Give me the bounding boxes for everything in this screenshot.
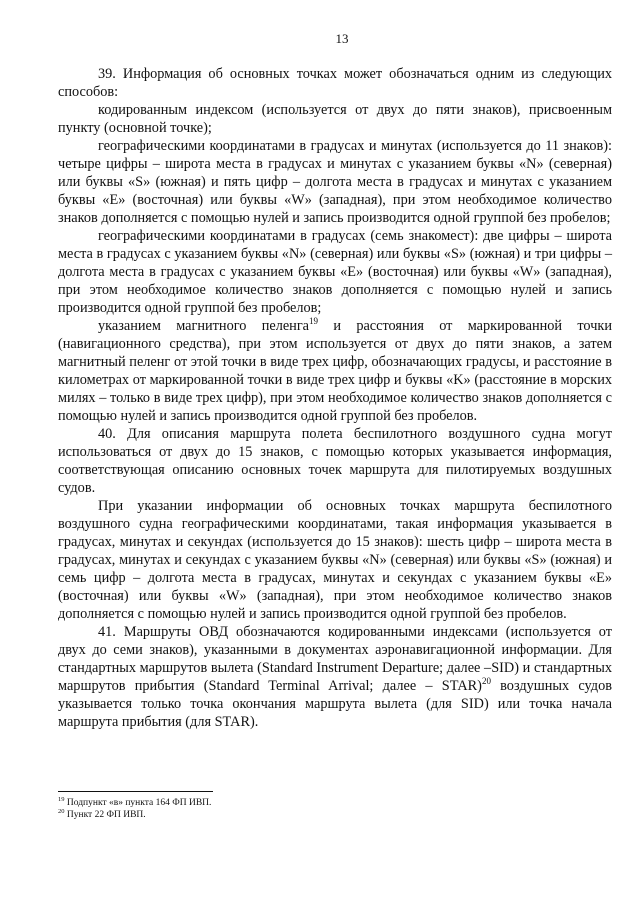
footnote-number: 20 [58,807,65,815]
footnote-number: 19 [58,795,65,803]
paragraph-text: указанием магнитного пеленга [98,318,310,334]
body-text [58,65,612,731]
paragraph-text: воздушных судов указывается только точка окончания маршрута вылета (для SID) или точка начала маршрута прибытия (для STAR). [58,678,612,730]
paragraph-text: кодированным индексом (используется от двух до пяти знаков), присвоенным пункту (основной точке); [58,102,612,136]
footnote-text: Подпункт «в» пункта 164 ФП ИВП. [64,798,212,808]
paragraph-text: и расстояния от маркированной точки (навигационного средства), при этом используется от двух до пяти знаков, а затем магнитный пеленг от этой точки в виде трех цифр, обозначающих градусы, и расстояние в километрах от маркированной точки в виде трех цифр и буквы «K» (расстояние в морских милях – только в виде трех цифр), при этом необходимое количество знаков дополняется с помощью нулей и запись производится одной группой без пробелов. [58,318,612,424]
footnotes [58,797,612,821]
paragraph-41 [58,623,612,731]
paragraph-text: географическими координатами в градусах и минутах (используется до 11 знаков): четыре цифры – широта места в градусах и минутах с указанием буквы «N» (северная) или буквы «S» (южная) и пять цифр – долгота места в градусах и минутах с указанием буквы «E» (восточная) или буквы «W» (западная), при этом необходимое количество знаков дополняется с помощью нулей и запись производится одной группой без пробелов; [58,138,612,226]
paragraph-39-intro [58,65,612,101]
paragraph-text: 40. Для описания маршрута полета беспилотного воздушного судна могут использоваться от двух до 15 знаков, с помощью которых указывается информация, соответствующая описанию основных точек маршрута для пилотируемых воздушных судов. [58,426,612,496]
footnote-text: Пункт 22 ФП ИВП. [64,810,146,820]
page-number: 13 [335,31,349,46]
paragraph-text: 39. Информация об основных точках может обозначаться одним из следующих способов: [58,66,612,100]
paragraph-coded-index [58,101,612,137]
paragraph-coords-degrees [58,227,612,317]
paragraph-text: географическими координатами в градусах (семь знакомест): две цифры – широта места в градусах с указанием буквы «N» (северная) или буквы «S» (южная) и три цифры – долгота места в градусах с указанием буквы «E» (восточная) или буквы «W» (западная), при этом необходимое количество знаков дополняется с помощью нулей и запись производится одной группой без пробелов; [58,228,612,316]
footnote-20 [58,809,612,821]
footnote-ref-19[interactable]: 19 [309,316,319,327]
paragraph-text: При указании информации об основных точках маршрута беспилотного воздушного судна географическими координатами, такая информация указывается в градусах, минутах и секундах (используется до 15 знаков): шесть цифр – широта места в градусах, минутах и секундах с указанием буквы «N» (северная) или буквы «S» (южная) и семь цифр – долгота места в градусах, минутах и секундах с указанием буквы «E» (восточная) или буквы «W» (западная), при этом необходимое количество знаков дополняется с помощью нулей и запись производится одной группой без пробелов. [58,498,612,622]
paragraph-magnetic-bearing [58,317,612,425]
paragraph-40-coords [58,497,612,623]
footnote-19 [58,797,612,809]
footnote-ref-20[interactable]: 20 [481,676,491,687]
paragraph-coords-minutes [58,137,612,227]
paragraph-text: 41. Маршруты ОВД обозначаются кодированными индексами (используется от двух до семи знаков), указанными в документах аэронавигационной информации. Для стандартных маршрутов вылета (Standard Instrument Departure; далее –SID) и стандартных маршрутов прибытия (Standard Terminal Arrival; далее – STAR) [58,624,612,694]
paragraph-40 [58,425,612,497]
footnote-divider [58,791,213,792]
